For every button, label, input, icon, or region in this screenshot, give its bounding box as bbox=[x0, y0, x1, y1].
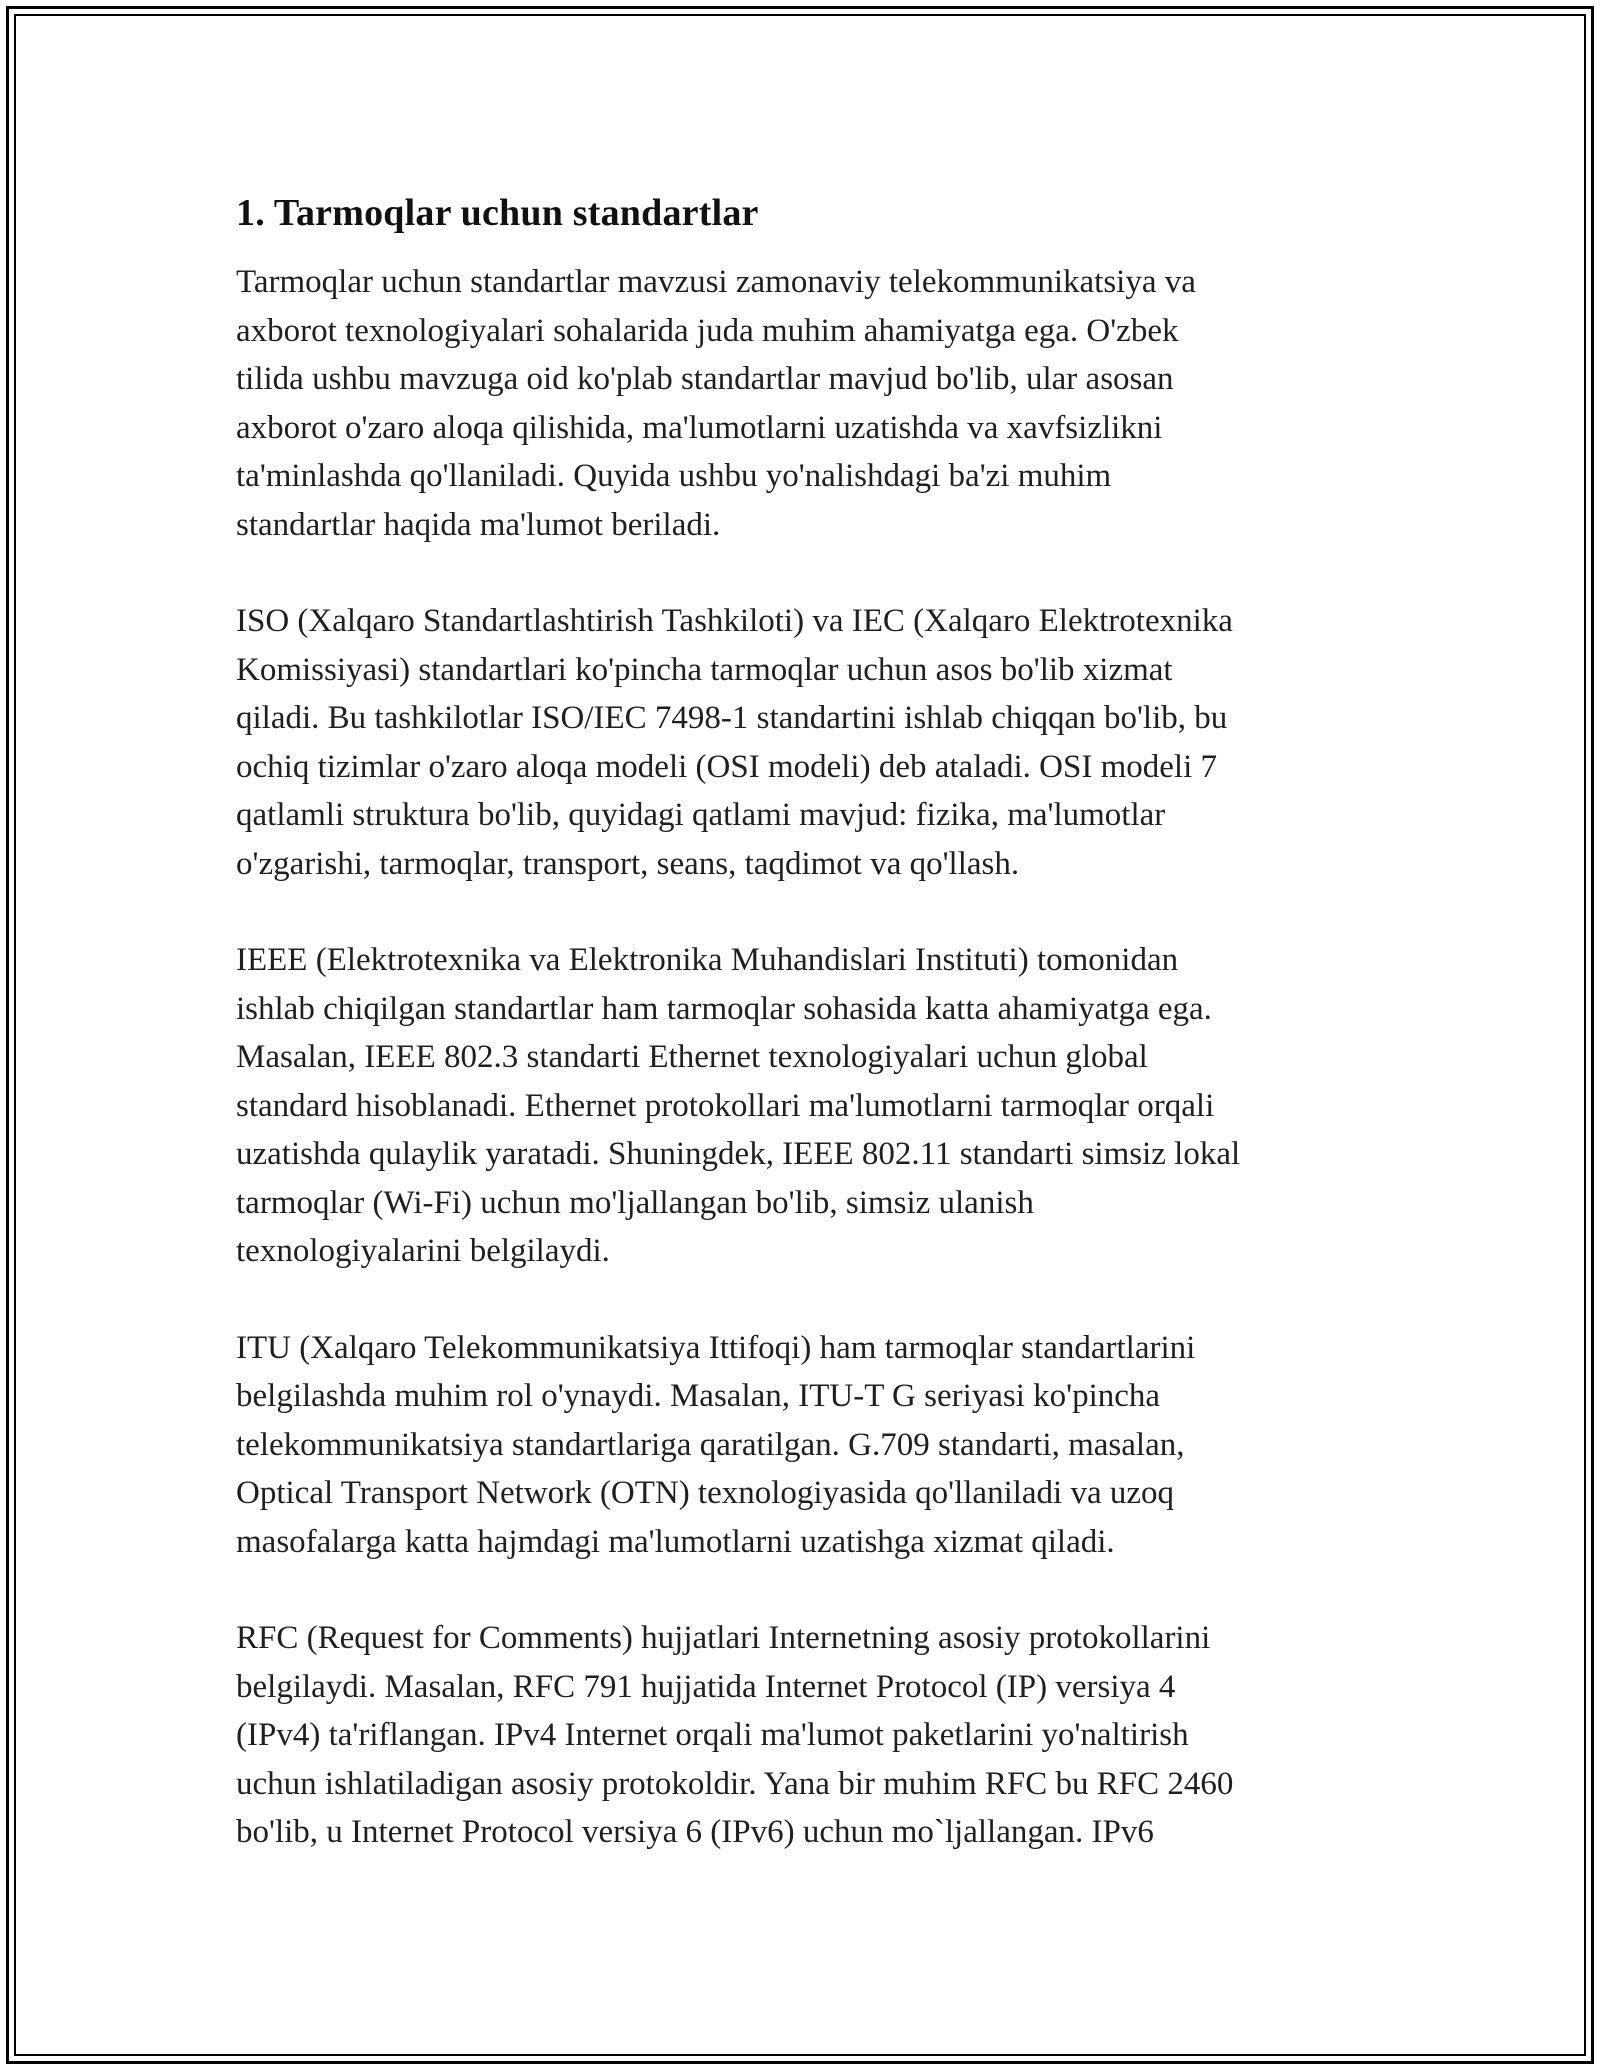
paragraph-line: o'zgarishi, tarmoqlar, transport, seans, taqdimot va qo'llash. bbox=[236, 845, 1020, 882]
paragraph-line: tilida ushbu mavzuga oid ko'plab standartlar mavjud bo'lib, ular asosan bbox=[236, 361, 1174, 397]
paragraph-ieee bbox=[236, 936, 1356, 1276]
paragraph-line: Masalan, IEEE 802.3 standarti Ethernet texnologiyalari uchun global bbox=[236, 1039, 1148, 1075]
paragraph-line: ITU (Xalqaro Telekommunikatsiya Ittifoqi) ham tarmoqlar standartlarini bbox=[236, 1329, 1196, 1366]
paragraph-itu bbox=[236, 1324, 1356, 1567]
paragraph-line: axborot texnologiyalari sohalarida juda muhim ahamiyatga ega. O'zbek bbox=[236, 312, 1179, 349]
paragraph-line: RFC (Request for Comments) hujjatlari Internetning asosiy protokollarini bbox=[236, 1620, 1211, 1656]
paragraph-iso-iec bbox=[236, 597, 1356, 888]
paragraph-line: ochiq tizimlar o'zaro aloqa modeli (OSI modeli) deb ataladi. OSI modeli 7 bbox=[236, 748, 1218, 785]
paragraph-line: belgilashda muhim rol o'ynaydi. Masalan, ITU-T G seriyasi ko'pincha bbox=[236, 1378, 1161, 1414]
paragraph-line: uzatishda qulaylik yaratadi. Shuningdek, IEEE 802.11 standarti simsiz lokal bbox=[236, 1136, 1241, 1172]
paragraph-line: ta'minlashda qo'llaniladi. Quyida ushbu yo'nalishdagi ba'zi muhim bbox=[236, 458, 1112, 494]
paragraph-line: (IPv4) ta'riflangan. IPv4 Internet orqali ma'lumot paketlarini yo'naltirish bbox=[236, 1717, 1189, 1753]
paragraph-line: Optical Transport Network (OTN) texnologiyasida qo'llaniladi va uzoq bbox=[236, 1475, 1175, 1511]
paragraph-line: qiladi. Bu tashkilotlar ISO/IEC 7498-1 standartini ishlab chiqqan bo'lib, bu bbox=[236, 700, 1228, 736]
paragraph-rfc bbox=[236, 1614, 1356, 1857]
paragraph-line: texnologiyalarini belgilaydi. bbox=[236, 1233, 610, 1269]
paragraph-intro bbox=[236, 258, 1356, 549]
paragraph-line: Komissiyasi) standartlari ko'pincha tarmoqlar uchun asos bo'lib xizmat bbox=[236, 651, 1173, 688]
paragraph-line: IEEE (Elektrotexnika va Elektronika Muhandislari Instituti) tomonidan bbox=[236, 942, 1179, 978]
paragraph-line: ishlab chiqilgan standartlar ham tarmoqlar sohasida katta ahamiyatga ega. bbox=[236, 990, 1212, 1027]
paragraph-line: standard hisoblanadi. Ethernet protokollari ma'lumotlarni tarmoqlar orqali bbox=[236, 1087, 1215, 1124]
paragraph-line: bo'lib, u Internet Protocol versiya 6 (IPv6) uchun mo`ljallangan. IPv6 bbox=[236, 1814, 1154, 1850]
paragraph-line: tarmoqlar (Wi-Fi) uchun mo'ljallangan bo'lib, simsiz ulanish bbox=[236, 1184, 1034, 1221]
paragraph-line: standartlar haqida ma'lumot beriladi. bbox=[236, 506, 721, 543]
section-heading: 1. Tarmoqlar uchun standartlar bbox=[236, 192, 759, 234]
paragraph-line: masofalarga katta hajmdagi ma'lumotlarni uzatishga xizmat qiladi. bbox=[236, 1523, 1115, 1560]
paragraph-line: belgilaydi. Masalan, RFC 791 hujjatida Internet Protocol (IP) versiya 4 bbox=[236, 1668, 1176, 1705]
paragraph-line: Tarmoqlar uchun standartlar mavzusi zamonaviy telekommunikatsiya va bbox=[236, 264, 1196, 300]
document-body bbox=[236, 185, 1356, 1905]
paragraph-line: axborot o'zaro aloqa qilishida, ma'lumotlarni uzatishda va xavfsizlikni bbox=[236, 409, 1163, 446]
paragraph-line: qatlamli struktura bo'lib, quyidagi qatlami mavjud: fizika, ma'lumotlar bbox=[236, 797, 1166, 833]
paragraph-line: uchun ishlatiladigan asosiy protokoldir. Yana bir muhim RFC bu RFC 2460 bbox=[236, 1765, 1234, 1802]
paragraph-line: ISO (Xalqaro Standartlashtirish Tashkiloti) va IEC (Xalqaro Elektrotexnika bbox=[236, 603, 1233, 639]
paragraph-line: telekommunikatsiya standartlariga qaratilgan. G.709 standarti, masalan, bbox=[236, 1426, 1185, 1463]
